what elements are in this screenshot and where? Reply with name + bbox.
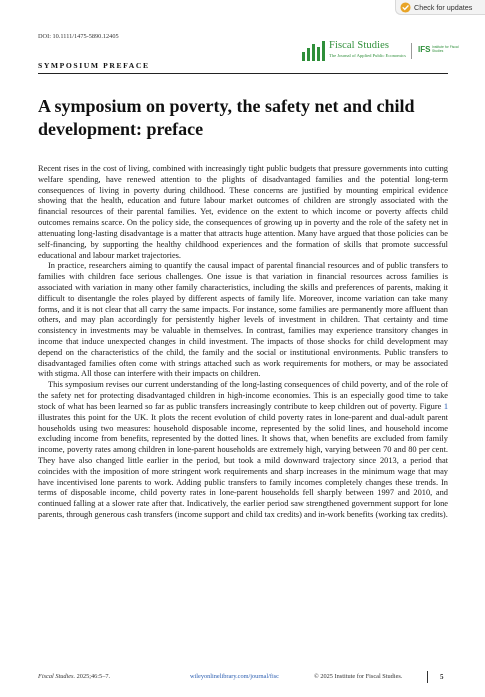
footer-copyright: © 2025 Institute for Fiscal Studies. xyxy=(314,673,403,680)
paragraph-1: Recent rises in the cost of living, combined with increasingly tight public budgets that pressure governments into cutting welfare spending, have renewed attention to the plights of disadvantaged families and the potential long-term consequences of living in poverty during childhood. These concerns are justified by mounting empirical evidence showing that the health, education and future labour market outcomes of children are strongly associated with the financial resources of their parental families. Yet, evidence on the extent to which income or poverty affects child outcomes remains scarce. On the policy side, the consequences of growing up in poverty and the role of the safety net in attenuating long-lasting disadvantage is a matter that attracts huge attention. Many have argued that those policies can be self-financing, by supporting the healthy childhood experiences and the formation of skills that promote successful educational and labour market trajectories. xyxy=(38,164,448,260)
footer-citation xyxy=(38,673,110,680)
article-title: A symposium on poverty, the safety net and child development: preface xyxy=(38,96,415,139)
figure-1-link[interactable]: 1 xyxy=(443,401,448,411)
fiscal-studies-logo-icon xyxy=(301,40,327,62)
paragraph-3-text-before: This symposium revises our current understanding of the long-lasting consequences of child poverty, and of the role of the safety net for protecting disadvantaged children in high-income economies. This is an especially good time to take stock of what has been learned so far as public transfers increasingly contribute to keep children out of poverty. Figure xyxy=(38,380,448,411)
publisher-tagline: Institute for Fiscal Studies xyxy=(432,45,459,53)
doi: DOI: 10.1111/1475-5890.12405 xyxy=(38,33,119,40)
publisher-mark: IFS xyxy=(418,45,431,54)
journal-url-link[interactable]: wileyonlinelibrary.com/journal/fisc xyxy=(190,673,279,680)
check-for-updates-label: Check for updates xyxy=(414,2,473,12)
page-number: 5 xyxy=(440,673,444,681)
paragraph-2: In practice, researchers aiming to quantify the causal impact of parental financial resources and of public transfers to families with children face serious challenges. One issue is that variation in financial resources across families is associated with variation in many other family characteristics, including the skills and preferences of parents, making it difficult to disentangle the roles played by different aspects of family life. Moreover, income variation can take many forms, and it is not clear that all carry the same impacts. For instance, some families are permanently more affluent than others, and may plan accordingly for persistently higher levels of investment in children. That certainty and time consistency in investments may be valuable in themselves. In contrast, families may experience transitory changes in income that induce unexpected changes in child investment. The impacts of those shocks for child development may depend on the characteristics of the child, the family and the social or institutional environments. Public transfers to disadvantaged families often come with strings attached such as work requirements for mothers, or may be associated with stigma. All those can interfere with their impacts on children. xyxy=(38,261,448,379)
journal-logo xyxy=(301,40,471,64)
page-footer xyxy=(38,673,448,685)
section-label: SYMPOSIUM PREFACE xyxy=(38,61,150,70)
footer-divider xyxy=(427,671,428,683)
journal-tagline: The Journal of Applied Public Economics xyxy=(329,53,406,58)
logo-divider xyxy=(411,43,412,59)
paragraph-3 xyxy=(38,380,448,521)
section-divider xyxy=(38,73,448,74)
article-body xyxy=(38,164,448,521)
footer-volume: 2025;46:5–7. xyxy=(75,673,111,680)
footer-journal: Fiscal Studies. xyxy=(38,673,76,680)
journal-name: Fiscal Studies xyxy=(329,40,390,51)
check-for-updates-icon xyxy=(400,2,411,13)
check-for-updates-button[interactable] xyxy=(395,0,485,15)
paragraph-3-text-after: illustrates this point for the UK. It plots the recent evolution of child poverty rates in lone-parent and dual-adult parent households using two measures: household disposable income, represented by the solid lines, and household income excluding income from benefits, represented by the dotted lines. It shows that, when benefits are excluded from family income, poverty rates among children in lone-parent households are extremely high, varying between 70 and 80 per cent. They have also changed little earlier in the period, but took a mild downward trajectory since 2013, a period that coincides with the imposition of more stringent work requirements and sharp increases in the minimum wage that may have incentivised lone parents to work. Adding public transfers to family incomes completely changes these trends. In terms of disposable income, child poverty rates in lone-parent households fell sharply between 1997 and 2010, and continued falling at a slower rate after that. Indicatively, the earlier period saw strengthened government support for lone parents, through generous cash transfers (income support and child tax credits) and in-work benefits (working tax credits). xyxy=(38,412,448,519)
